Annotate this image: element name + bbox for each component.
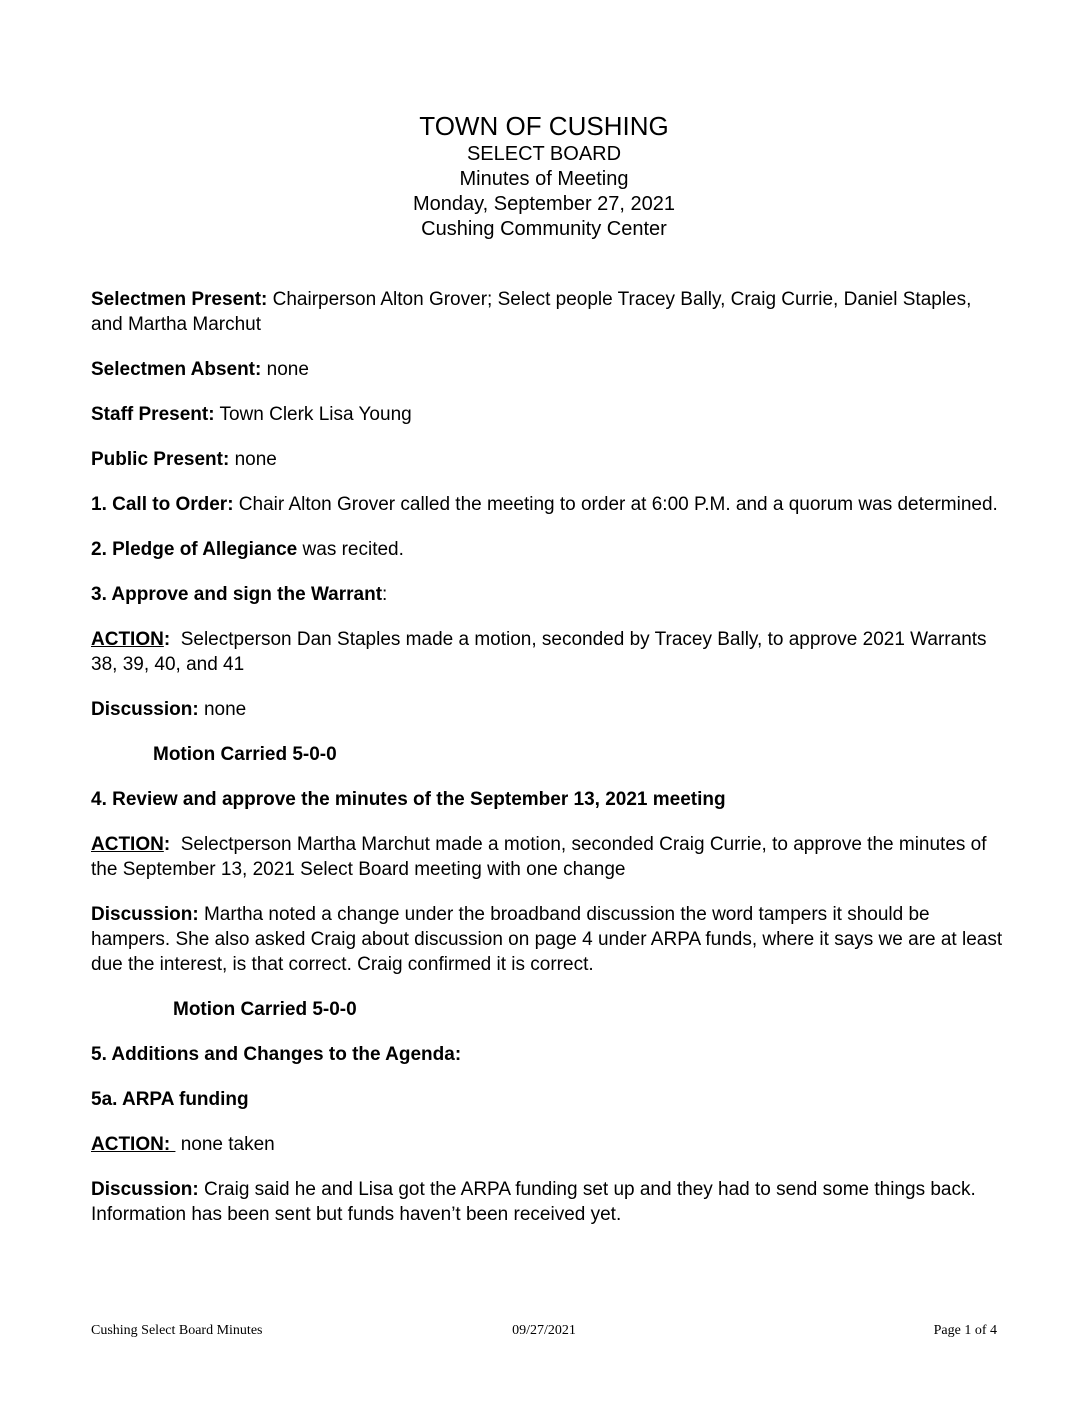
label-call-to-order: 1. Call to Order: (91, 494, 234, 515)
text-motion-carried-warrant: Motion Carried 5-0-0 (153, 744, 337, 765)
motion-carried-minutes (91, 997, 1006, 1022)
label-selectmen-absent: Selectmen Absent: (91, 359, 262, 380)
text-call-to-order: Chair Alton Grover called the meeting to order at 6:00 P.M. and a quorum was determined. (233, 494, 998, 515)
paragraph-action-warrant (91, 627, 1006, 677)
text-pledge-of-allegiance: was recited. (297, 539, 404, 560)
text-public-present: none (229, 449, 277, 470)
footer-page-number: Page 1 of 4 (933, 1323, 997, 1338)
header-meeting-date: Monday, September 27, 2021 (412, 193, 676, 215)
document-header (0, 110, 1088, 242)
heading-approve-warrant (91, 582, 1006, 607)
text-approve-warrant-colon: : (382, 584, 388, 605)
document-body (91, 287, 1006, 1247)
header-minutes-of-meeting: Minutes of Meeting (459, 168, 629, 190)
paragraph-call-to-order (91, 492, 1006, 517)
paragraph-discussion-warrant (91, 697, 1006, 722)
footer-document-name: Cushing Select Board Minutes (91, 1323, 263, 1338)
paragraph-pledge-of-allegiance (91, 537, 1006, 562)
paragraph-discussion-arpa (91, 1177, 1006, 1227)
text-discussion-arpa: Craig said he and Lisa got the ARPA funding set up and they had to send some things back. Information has been sent but funds haven’t been received yet. (91, 1179, 982, 1225)
header-select-board: SELECT BOARD (466, 143, 622, 165)
text-selectmen-present: Chairperson Alton Grover; Select people Tracey Bally, Craig Currie, Daniel Staples, and Martha Marchut (91, 289, 977, 335)
colon-action-minutes: : (163, 834, 171, 855)
label-review-minutes: 4. Review and approve the minutes of the September 13, 2021 meeting (91, 789, 726, 810)
document-footer (91, 1322, 997, 1342)
label-pledge-of-allegiance: 2. Pledge of Allegiance (91, 539, 298, 560)
text-staff-present: Town Clerk Lisa Young (214, 404, 412, 425)
text-action-minutes: Selectperson Martha Marchut made a motion, seconded Craig Currie, to approve the minutes of the September 13, 2021 Select Board meeting with one change (91, 834, 992, 880)
label-action-warrant: ACTION (91, 629, 164, 650)
heading-review-minutes (91, 787, 1006, 812)
paragraph-selectmen-present (91, 287, 1006, 337)
label-staff-present: Staff Present: (91, 404, 215, 425)
label-discussion-arpa: Discussion: (91, 1179, 199, 1200)
text-discussion-warrant: none (198, 699, 247, 720)
label-selectmen-present: Selectmen Present: (91, 289, 268, 310)
label-discussion-warrant: Discussion: (91, 699, 199, 720)
text-action-arpa: none taken (175, 1134, 275, 1155)
paragraph-staff-present (91, 402, 1006, 427)
label-action-minutes: ACTION (91, 834, 164, 855)
text-motion-carried-minutes: Motion Carried 5-0-0 (173, 999, 357, 1020)
paragraph-action-arpa (91, 1132, 1006, 1157)
text-action-warrant: Selectperson Dan Staples made a motion, seconded by Tracey Bally, to approve 2021 Warrants 38, 39, 40, and 41 (91, 629, 992, 675)
text-selectmen-absent: none (261, 359, 309, 380)
heading-additions-changes (91, 1042, 1006, 1067)
label-additions-changes: 5. Additions and Changes to the Agenda: (91, 1044, 462, 1065)
paragraph-public-present (91, 447, 1006, 472)
text-discussion-minutes: Martha noted a change under the broadband discussion the word tampers it should be hampers. She also asked Craig about discussion on page 4 under ARPA funds, where it says we are at least due the interest, is that correct. Craig confirmed it is correct. (91, 904, 1008, 975)
paragraph-action-minutes (91, 832, 1006, 882)
label-approve-warrant: 3. Approve and sign the Warrant (91, 584, 383, 605)
paragraph-selectmen-absent (91, 357, 1006, 382)
header-meeting-location: Cushing Community Center (421, 218, 667, 240)
footer-date: 09/27/2021 (512, 1323, 576, 1338)
motion-carried-warrant (91, 742, 1006, 767)
label-action-arpa: ACTION: (91, 1134, 176, 1155)
label-arpa-funding: 5a. ARPA funding (91, 1089, 249, 1110)
paragraph-discussion-minutes (91, 902, 1006, 977)
document-title: TOWN OF CUSHING (419, 111, 669, 141)
label-discussion-minutes: Discussion: (91, 904, 199, 925)
label-public-present: Public Present: (91, 449, 230, 470)
heading-arpa-funding (91, 1087, 1006, 1112)
colon-action-warrant: : (163, 629, 171, 650)
